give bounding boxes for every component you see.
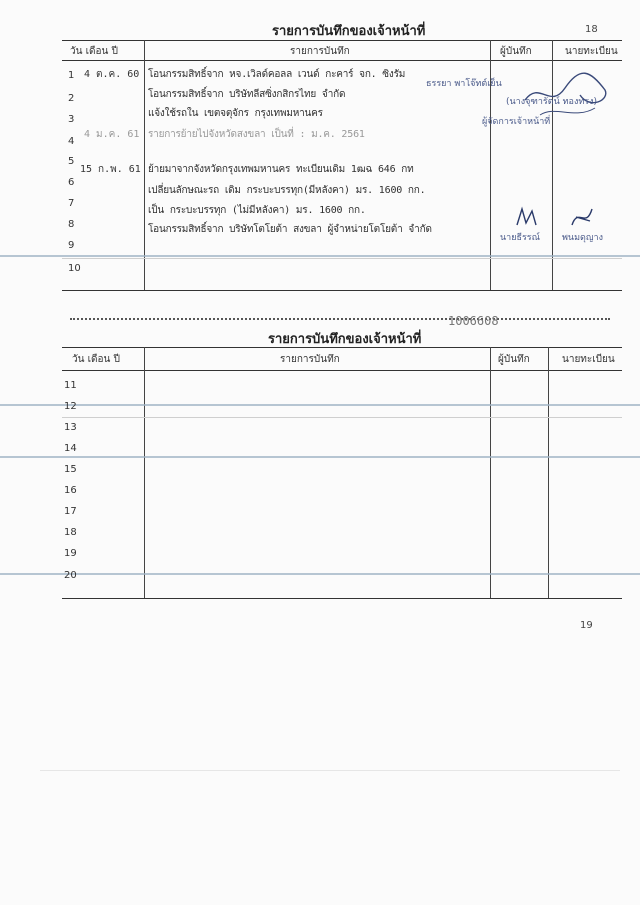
entry-text: โอนกรรมสิทธิ์จาก บริษัทลีสซิ่งกสิกรไทย จำกัด bbox=[148, 89, 346, 100]
row-number: 15 bbox=[64, 464, 77, 475]
row-number: 14 bbox=[64, 443, 77, 454]
header-entry: รายการบันทึก bbox=[290, 46, 350, 57]
header-recorder: ผู้บันทึก bbox=[500, 46, 532, 57]
row-number: 9 bbox=[68, 240, 75, 251]
header-date: วัน เดือน ปี bbox=[70, 46, 118, 57]
signature-text: ธรรยา พาโจ๊ทต์เย็น bbox=[426, 79, 502, 89]
page-title: รายการบันทึกของเจ้าหน้าที่ bbox=[272, 24, 426, 39]
scan-artifact-line bbox=[0, 404, 640, 406]
row-number: 5 bbox=[68, 156, 75, 167]
column-divider bbox=[144, 347, 145, 599]
table-bottom-border bbox=[62, 598, 622, 599]
header-entry: รายการบันทึก bbox=[280, 354, 340, 365]
header-top-border bbox=[62, 347, 622, 348]
row-number: 12 bbox=[64, 401, 77, 412]
entry-text: รายการย้ายไปจังหวัดสงขลา เป็นที่ : ม.ค. 2561 bbox=[148, 129, 365, 140]
entry-date: 15 ก.พ. 61 bbox=[80, 164, 141, 175]
row-number: 11 bbox=[64, 380, 77, 391]
row-divider bbox=[62, 258, 622, 259]
row-number: 4 bbox=[68, 136, 75, 147]
entry-text: เปลี่ยนลักษณะรถ เดิม กระบะบรรทุก(มีหลังคา) มร. 1600 กก. bbox=[148, 185, 426, 196]
signature-scribble-icon bbox=[512, 205, 542, 231]
column-divider bbox=[144, 40, 145, 290]
serial-number: 1006608 bbox=[448, 314, 499, 328]
header-top-border bbox=[62, 40, 622, 41]
scan-artifact-line bbox=[40, 770, 620, 771]
scan-artifact-line bbox=[0, 255, 640, 257]
column-divider bbox=[490, 347, 491, 599]
row-number: 8 bbox=[68, 219, 75, 230]
signature-scribble-icon bbox=[520, 60, 620, 130]
entry-date: 4 ต.ค. 60 bbox=[84, 69, 140, 80]
entry-text: โอนกรรมสิทธิ์จาก บริษัทโตโยต้า สงขลา ผู้จำหน่ายโตโยต้า จำกัด bbox=[148, 224, 432, 235]
row-number: 16 bbox=[64, 485, 77, 496]
signature-scribble-icon bbox=[568, 203, 598, 231]
row-number: 13 bbox=[64, 422, 77, 433]
column-divider bbox=[548, 347, 549, 599]
row-number: 19 bbox=[64, 548, 77, 559]
page-title: รายการบันทึกของเจ้าหน้าที่ bbox=[268, 332, 422, 347]
page-divider bbox=[70, 318, 610, 320]
row-number: 1 bbox=[68, 70, 75, 81]
signature-text: ผู้จัดการเจ้าหน้าที่ bbox=[482, 117, 551, 127]
header-recorder: ผู้บันทึก bbox=[498, 354, 530, 365]
row-number: 17 bbox=[64, 506, 77, 517]
row-number: 18 bbox=[64, 527, 77, 538]
signature-text: พนมดุญาง bbox=[562, 233, 603, 243]
row-number: 6 bbox=[68, 177, 75, 188]
row-number: 10 bbox=[68, 263, 81, 274]
table-bottom-border bbox=[62, 290, 622, 291]
row-number: 2 bbox=[68, 93, 75, 104]
header-registrar: นายทะเบียน bbox=[565, 46, 618, 57]
header-registrar: นายทะเบียน bbox=[562, 354, 615, 365]
entry-text: เป็น กระบะบรรทุก (ไม่มีหลังคา) มร. 1600 กก. bbox=[148, 205, 366, 216]
entry-date: 4 ม.ค. 61 bbox=[84, 129, 140, 140]
entry-text: ย้ายมาจากจังหวัดกรุงเทพมหานคร ทะเบียนเดิม 1ฒฉ 646 กท bbox=[148, 164, 414, 175]
signature-text: นายธีรรณ์ bbox=[500, 233, 540, 243]
page-number: 18 bbox=[585, 24, 598, 35]
row-number: 3 bbox=[68, 114, 75, 125]
entry-text: แจ้งใช้รถใน เขตจตุจักร กรุงเทพมหานคร bbox=[148, 108, 323, 119]
signature-text: (นางจุฑารัตน์ ทองทรง) bbox=[506, 97, 598, 107]
entry-text: โอนกรรมสิทธิ์จาก หจ.เวิลด์คอลล เวนด์ กะคาร์ จก. ซิงรัม bbox=[148, 69, 406, 80]
scan-artifact-line bbox=[0, 456, 640, 458]
row-number: 20 bbox=[64, 570, 77, 581]
header-bottom-border bbox=[62, 370, 622, 371]
row-divider bbox=[62, 417, 622, 418]
scan-artifact-line bbox=[0, 573, 640, 575]
header-date: วัน เดือน ปี bbox=[72, 354, 120, 365]
row-number: 7 bbox=[68, 198, 75, 209]
page-number: 19 bbox=[580, 620, 593, 631]
